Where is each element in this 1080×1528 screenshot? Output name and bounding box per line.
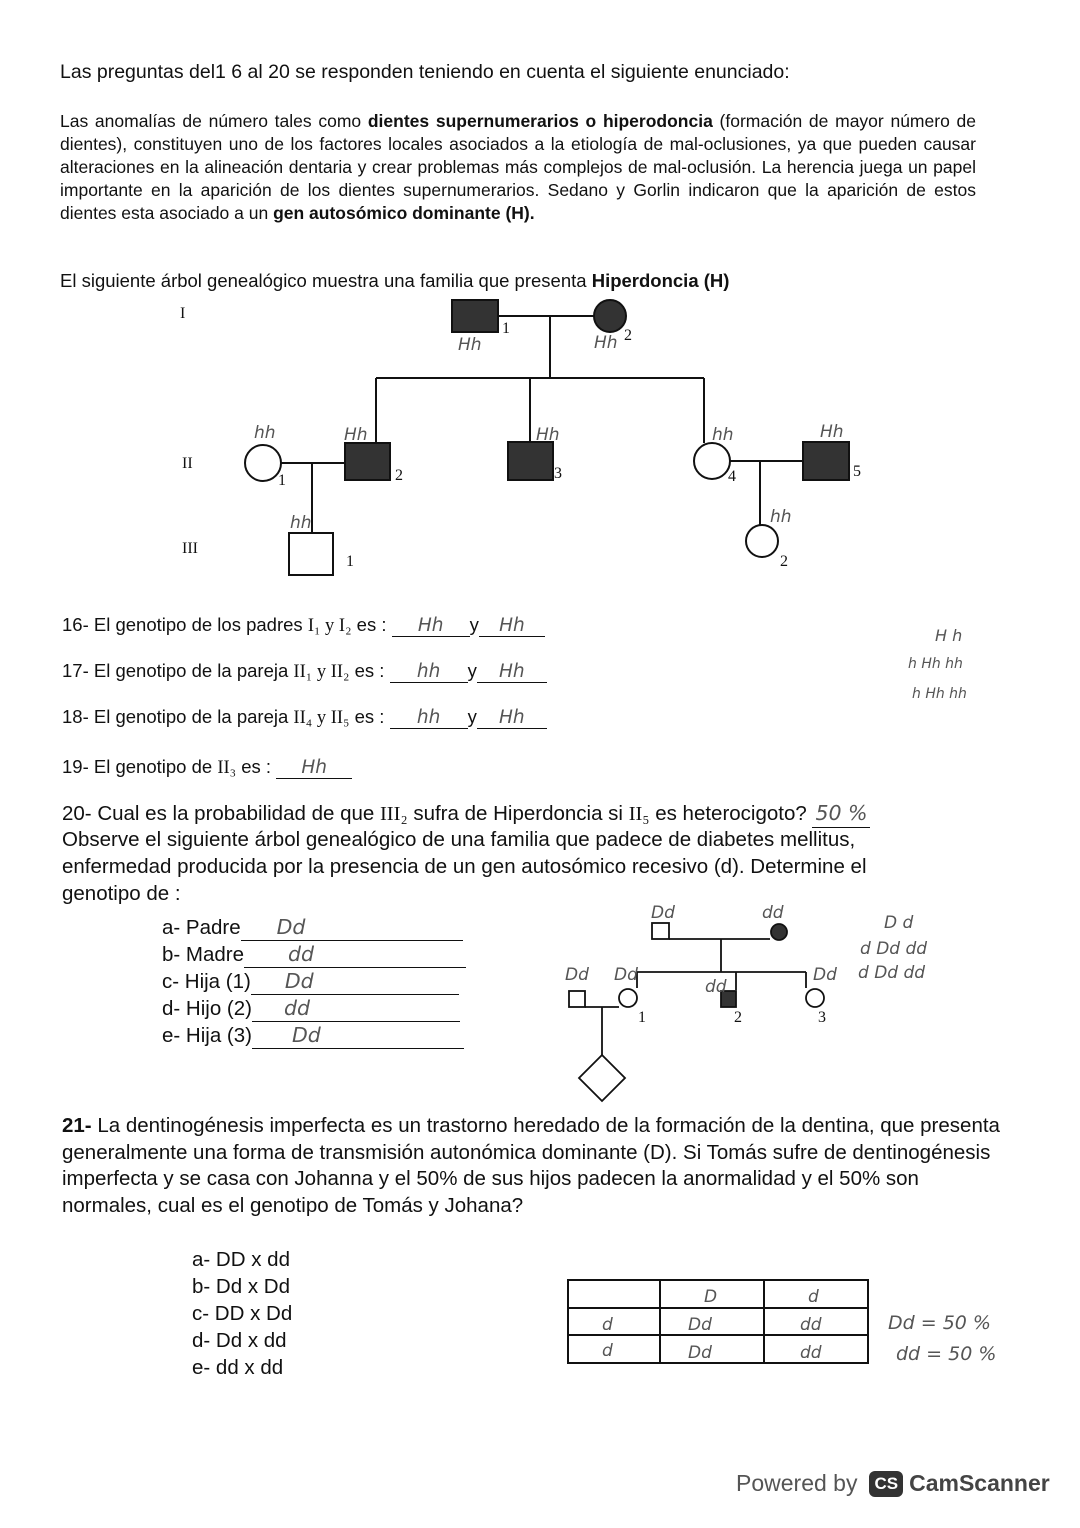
powered-by-text: Powered by: [736, 1470, 858, 1496]
text: sufra de Hiperdoncia si: [407, 802, 629, 825]
bold-text: Hiperdoncia (H): [591, 270, 730, 291]
side-note: d Dd dd: [860, 939, 928, 959]
list-item: [162, 995, 466, 1022]
text: 20- Cual es la probabilidad de que: [62, 802, 380, 825]
option-a: a- DD x dd: [192, 1248, 290, 1271]
question-18: [62, 706, 547, 729]
symbol: II₅: [628, 803, 650, 825]
symbol: II₁ y II₂: [293, 662, 350, 682]
cell: d: [602, 1315, 613, 1335]
bold-text: gen autosómico dominante (H).: [273, 203, 535, 223]
number: 5: [853, 463, 861, 480]
affected-male-II3: [508, 442, 553, 480]
number: 2: [734, 1009, 742, 1026]
option-d-selected: d- Dd x dd: [192, 1329, 287, 1352]
number: 1: [638, 1009, 646, 1026]
side-note: h Hh hh: [912, 686, 967, 702]
text: 19- El genotipo de: [62, 756, 218, 777]
list-item: [162, 941, 466, 968]
text: y: [467, 706, 477, 727]
label: d- Hijo (2): [162, 997, 252, 1020]
side-note: H h: [935, 626, 963, 645]
answer: Dd: [252, 1022, 464, 1049]
text: La dentinogénesis imperfecta es un trastorno heredado de la formación de la dentina, que presenta generalmente una forma de transmisión autonómica dominante (D). Si Tomás sufre de dentinogénesis imperfecta y se casa con Johanna y el 50% de sus hijos padecen la anormalidad y el 50% son normales, cual es el genotipo de Tomás y Johana?: [62, 1114, 1000, 1217]
punnett-square: [568, 1280, 868, 1363]
answer: 50 %: [812, 800, 870, 828]
text: 16- El genotipo de los padres: [62, 614, 308, 635]
genotype-note: Dd: [813, 965, 837, 985]
female-II1: [245, 445, 281, 481]
generation-label: I: [180, 305, 186, 322]
text: El siguiente árbol genealógico muestra una familia que presenta: [60, 270, 592, 291]
option-e: e- dd x dd: [192, 1356, 284, 1379]
answer: hh: [390, 661, 468, 683]
number: 1: [278, 472, 286, 489]
pedigree-hiperdoncia: [180, 300, 861, 575]
affected-male-II5: [803, 442, 849, 480]
grid-lines: [568, 1280, 868, 1363]
genotype-note: Dd: [651, 903, 675, 923]
symbol: III₂: [379, 803, 408, 825]
genotype-note: Dd: [614, 965, 638, 985]
pedigree-lines: [585, 939, 806, 1055]
label: b- Madre: [162, 943, 245, 966]
text: 17- El genotipo de la pareja: [62, 660, 294, 681]
answer: Hh: [276, 757, 352, 779]
genotype-note: Dd: [565, 965, 589, 985]
cell: d: [808, 1287, 819, 1307]
genotype-note: Hh: [458, 335, 482, 355]
diabetes-text: Observe el siguiente árbol genealógico de una familia que padece de diabetes mellitus,: [62, 828, 856, 851]
question-21: [62, 1113, 1007, 1219]
text: es :: [349, 660, 385, 681]
number: 2: [780, 553, 788, 570]
answer: Hh: [392, 615, 470, 637]
intro-line: Las preguntas del1 6 al 20 se responden teniendo en cuenta el siguiente enunciado:: [60, 61, 790, 83]
daughter-1: [619, 989, 637, 1007]
text: es :: [236, 756, 272, 777]
answer: dd: [244, 941, 466, 968]
father: [652, 923, 669, 939]
side-note: D d: [884, 913, 914, 933]
answer: hh: [390, 707, 468, 729]
symbol: II₄ y II₅: [293, 708, 350, 728]
camscanner-watermark: [736, 1470, 1050, 1497]
symbol: II₃: [217, 758, 237, 778]
number: 3: [554, 465, 562, 482]
genotype-note: hh: [254, 423, 276, 443]
genotype-list: [162, 914, 466, 1049]
answer: Hh: [477, 707, 547, 729]
cell: Dd: [688, 1315, 712, 1335]
daughter-3: [806, 989, 824, 1007]
text: es :: [349, 706, 385, 727]
affected-male-II2: [345, 443, 390, 480]
husband: [569, 991, 585, 1007]
question-20: [62, 800, 870, 828]
cs-logo-icon: CS: [869, 1471, 903, 1497]
cell: Dd: [688, 1343, 712, 1363]
result-note: Dd = 50 %: [888, 1312, 991, 1334]
options-list: [192, 1246, 292, 1381]
genotype-note: hh: [290, 513, 312, 533]
text: es :: [351, 614, 387, 635]
generation-label: III: [182, 540, 198, 557]
genotype-note: hh: [712, 425, 734, 445]
number: 2: [395, 467, 403, 484]
text: y: [469, 614, 479, 635]
affected-male-I1: [452, 300, 498, 332]
pedigree-diabetes: [565, 903, 927, 1101]
number: 1: [502, 320, 510, 337]
list-item: [162, 914, 466, 941]
cell: d: [602, 1341, 613, 1361]
text: 18- El genotipo de la pareja: [62, 706, 294, 727]
genotype-note: Hh: [344, 425, 368, 445]
side-note: h Hh hh: [908, 656, 963, 672]
symbol: I₁ y I₂: [307, 616, 352, 636]
list-item: [162, 1022, 466, 1049]
text: y: [467, 660, 477, 681]
number: 1: [346, 553, 354, 570]
text: es heterocigoto?: [649, 802, 807, 825]
label: a- Padre: [162, 916, 241, 939]
number: 3: [818, 1009, 826, 1026]
genotype-note: Hh: [820, 422, 844, 442]
diabetes-text: enfermedad producida por la presencia de un gen autosómico recesivo (d). Determine el: [62, 855, 867, 878]
question-19: [62, 756, 352, 779]
offspring-diamond: [579, 1055, 625, 1101]
genotype-note: hh: [770, 507, 792, 527]
genotype-note: dd: [705, 977, 727, 997]
answer: dd: [252, 995, 460, 1022]
option-c: c- DD x Dd: [192, 1302, 293, 1325]
cell: dd: [800, 1343, 822, 1363]
result-note: dd = 50 %: [896, 1343, 997, 1365]
label: e- Hija (3): [162, 1024, 252, 1047]
genotype-note: Hh: [536, 425, 560, 445]
answer: Hh: [477, 661, 547, 683]
number: 4: [728, 468, 736, 485]
camscanner-logo: [869, 1470, 1049, 1497]
bold-text: dientes supernumerarios o hiperodoncia: [367, 111, 713, 131]
list-item: [162, 968, 466, 995]
number: 2: [624, 327, 632, 344]
answer: Dd: [241, 914, 463, 941]
text: (formación de mayor número de dientes), constituyen uno de los factores locales asociados a la etiología de mal-oclusiones, ya que pueden causar alteraciones en la alineación dentaria y crear problemas más complejos de mal-oclusión. La herencia juega un papel importante en la aparición de los dientes supernumerarios. Sedano y Gorlin indicaron que la aparición de estos dientes esta asociado a un: [60, 111, 976, 223]
genotype-note: dd: [762, 903, 784, 923]
cell: D: [704, 1287, 718, 1307]
answer: Dd: [251, 968, 459, 995]
generation-label: II: [182, 455, 193, 472]
option-b: b- Dd x Dd: [192, 1275, 290, 1298]
female-II4: [694, 443, 730, 479]
female-III2: [746, 525, 778, 557]
cell: dd: [800, 1315, 822, 1335]
diabetes-text: genotipo de :: [62, 882, 181, 905]
answer: Hh: [479, 615, 545, 637]
question-number: 21-: [62, 1114, 92, 1137]
question-16: [62, 614, 545, 637]
question-17: [62, 660, 547, 683]
brand-name: CamScanner: [909, 1470, 1050, 1496]
affected-mother: [771, 924, 787, 940]
label: c- Hija (1): [162, 970, 251, 993]
genotype-note: Hh: [594, 333, 618, 353]
affected-female-I2: [594, 300, 626, 332]
text: Las anomalías de número tales como: [60, 111, 368, 131]
male-III1: [289, 533, 333, 575]
side-note: d Dd dd: [858, 963, 926, 983]
